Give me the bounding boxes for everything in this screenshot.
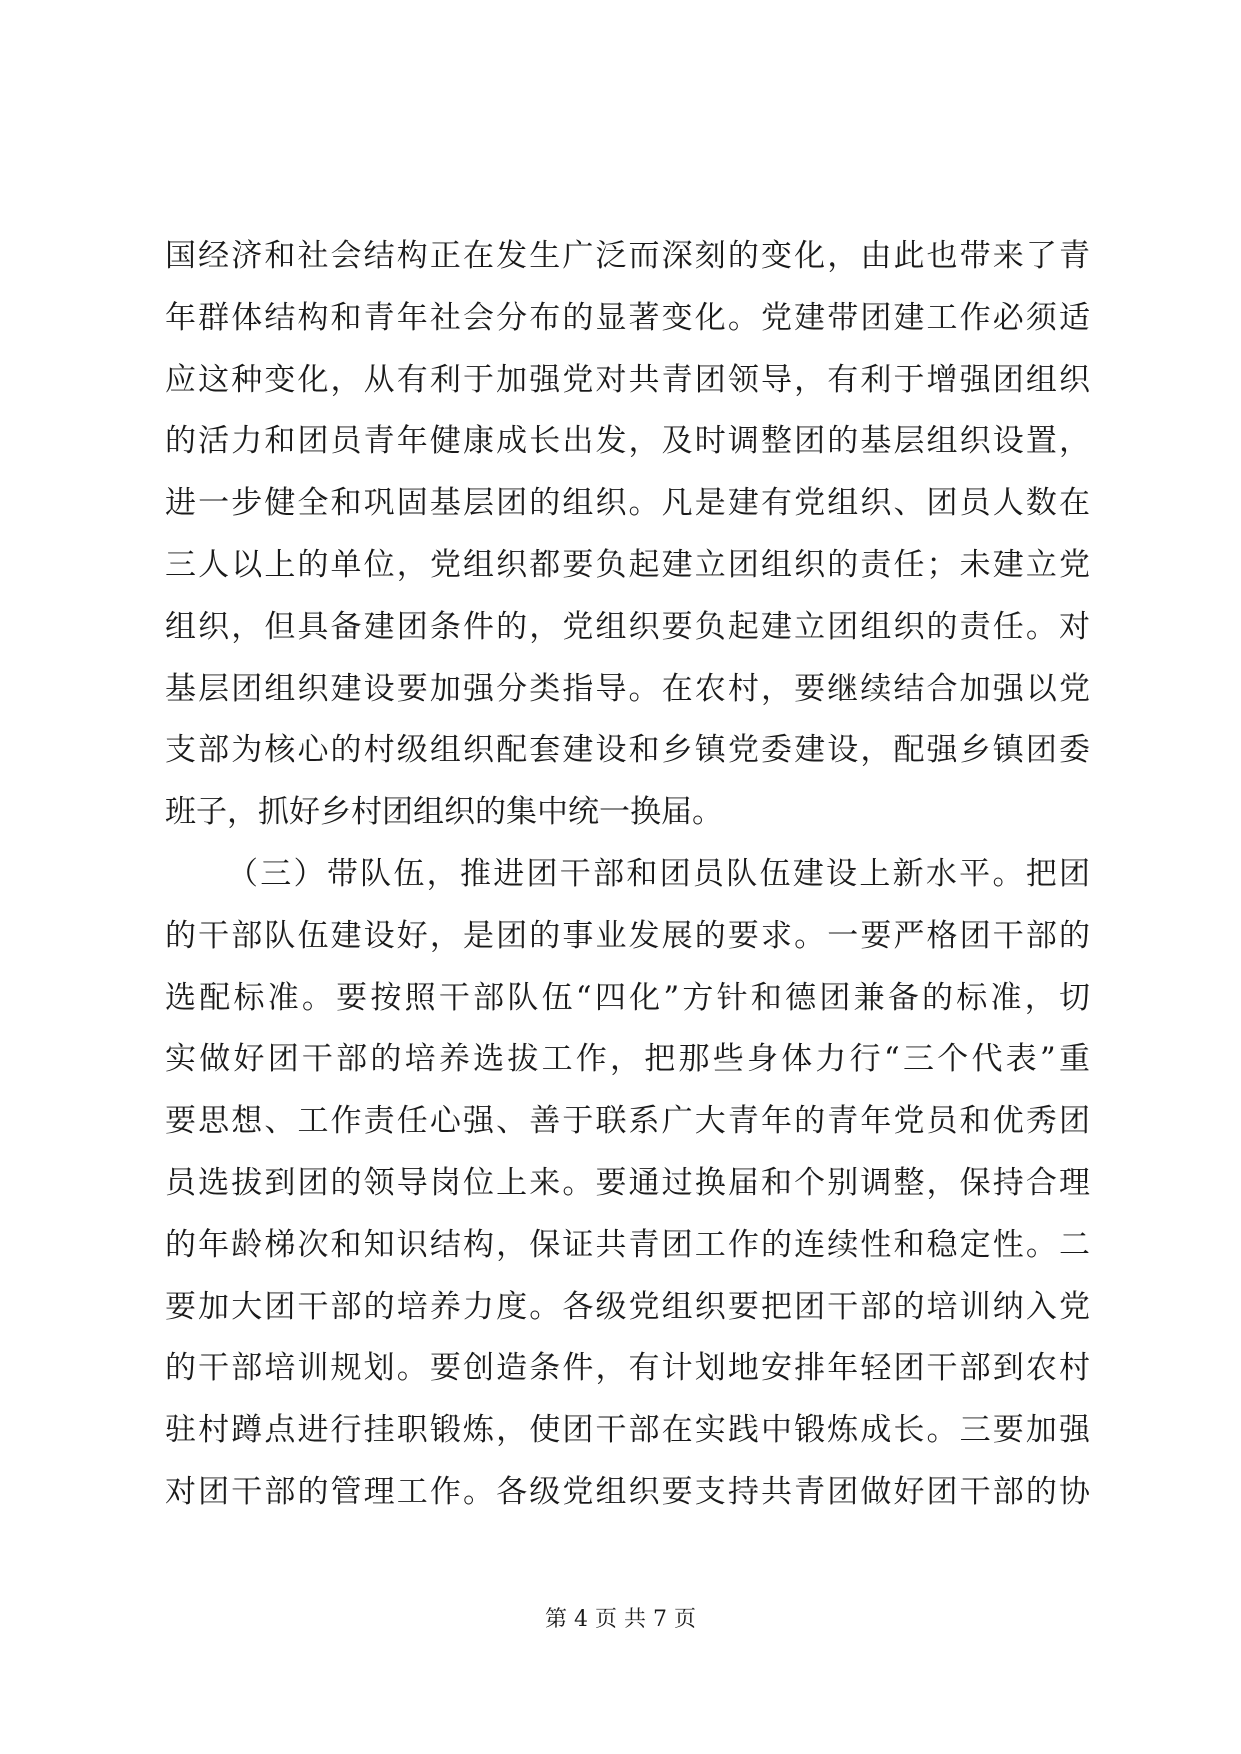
paragraph-end-line: 班子，抓好乡村团组织的集中统一换届。: [165, 794, 723, 831]
text-line: 的干部队伍建设好，是团的事业发展的要求。一要严格团干部的: [165, 917, 1090, 954]
text-line: 驻村蹲点进行挂职锻炼，使团干部在实践中锻炼成长。三要加强: [165, 1412, 1090, 1449]
text-line: 对团干部的管理工作。各级党组织要支持共青团做好团干部的协: [165, 1473, 1090, 1510]
text-line: 组织，但具备建团条件的，党组织要负起建立团组织的责任。对: [165, 608, 1090, 645]
text-line: 员选拔到团的领导岗位上来。要通过换届和个别调整，保持合理: [165, 1164, 1090, 1201]
text-line: 年群体结构和青年社会分布的显著变化。党建带团建工作必须适: [165, 299, 1090, 336]
text-line: 要加大团干部的培养力度。各级党组织要把团干部的培训纳入党: [165, 1288, 1090, 1325]
text-line: 应这种变化，从有利于加强党对共青团领导，有利于增强团组织: [165, 361, 1090, 398]
text-line: 三人以上的单位，党组织都要负起建立团组织的责任；未建立党: [165, 546, 1090, 583]
body-text: [165, 226, 1090, 1524]
text-line: 支部为核心的村级组织配套建设和乡镇党委建设，配强乡镇团委: [165, 732, 1090, 769]
text-line: 的干部培训规划。要创造条件，有计划地安排年轻团干部到农村: [165, 1350, 1090, 1387]
text-line: 实做好团干部的培养选拔工作，把那些身体力行“三个代表”重: [165, 1041, 1090, 1078]
text-line: 的年龄梯次和知识结构，保证共青团工作的连续性和稳定性。二: [165, 1226, 1090, 1263]
text-line: 选配标准。要按照干部队伍“四化”方针和德团兼备的标准，切: [165, 979, 1090, 1016]
page-number-footer: 第 4 页 共 7 页: [545, 1607, 696, 1632]
text-line: 国经济和社会结构正在发生广泛而深刻的变化，由此也带来了青: [165, 238, 1090, 274]
text-line: 基层团组织建设要加强分类指导。在农村，要继续结合加强以党: [165, 670, 1090, 707]
text-line: 的活力和团员青年健康成长出发，及时调整团的基层组织设置，: [165, 423, 1090, 460]
text-line: 要思想、工作责任心强、善于联系广大青年的青年党员和优秀团: [165, 1103, 1090, 1140]
section-heading-line: （三）带队伍，推进团干部和团员队伍建设上新水平。把团: [227, 855, 1090, 892]
text-line: 进一步健全和巩固基层团的组织。凡是建有党组织、团员人数在: [165, 485, 1090, 522]
